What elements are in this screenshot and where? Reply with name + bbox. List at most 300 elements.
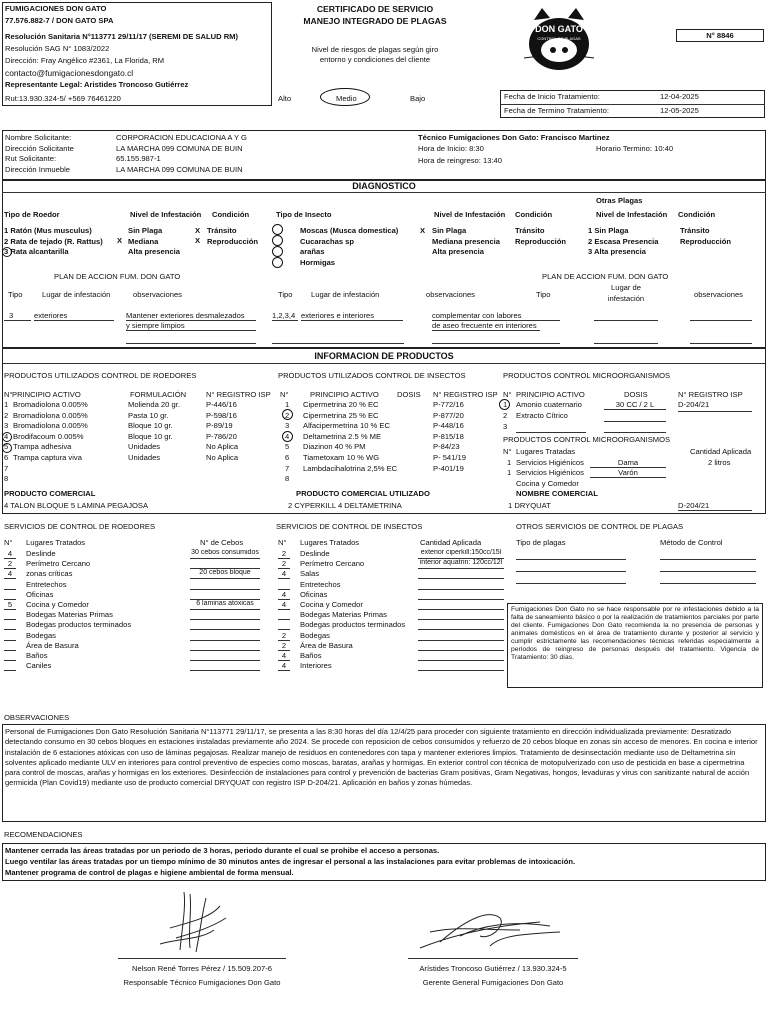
left-signer-role: Responsable Técnico Fumigaciones Don Gato	[123, 978, 281, 987]
service-place: Deslinde	[26, 549, 56, 558]
level-option: Alta presencia	[128, 247, 180, 257]
service-row	[4, 651, 264, 661]
service-place: Área de Basura	[26, 640, 79, 650]
service-row	[4, 559, 264, 569]
plan-tipo-head-2: Tipo	[278, 290, 293, 299]
rodent-services-place: Lugares Tratados	[26, 538, 86, 547]
service-quantity	[418, 661, 504, 671]
rodent-commercial: 4 TALON BLOQUE 5 LAMINA PEGAJOSA	[4, 501, 149, 510]
service-row	[278, 610, 508, 620]
service-quantity	[190, 620, 260, 630]
insect-commercial: 2 CYPERKILL 4 DELTAMETRINA	[288, 501, 402, 510]
service-count: 2	[278, 631, 290, 641]
row-num: 6	[285, 452, 290, 462]
insect-col-reg: N° REGISTRO ISP	[433, 390, 498, 399]
risk-level-text: Nivel de riesgos de plagas según giro	[311, 45, 439, 54]
active-ingredient: Cipermetrina 20 % EC	[303, 400, 379, 409]
formulation: Molienda 20 gr.	[128, 400, 180, 409]
isp-registry: P-786/20	[206, 431, 237, 441]
active-ingredient: Alfacipermetrina 10 % EC	[303, 421, 390, 431]
service-quantity	[418, 641, 504, 651]
micro-places-n: N°	[503, 447, 512, 456]
service-row	[278, 549, 508, 559]
micro-commercial-head: NOMBRE COMERCIAL	[516, 489, 598, 498]
active-ingredient: Bromadiolona 0.005%	[13, 410, 88, 420]
service-quantity	[190, 610, 260, 620]
level-option: Sin Plaga	[128, 226, 163, 235]
service-place: Cocina y Comedor	[300, 600, 363, 609]
dates-divider	[500, 104, 765, 105]
rodent-item: 2 Rata de tejado (R. Rattus)	[4, 236, 103, 246]
left-signature-line	[118, 958, 286, 959]
micro-reg: D-204/21	[678, 400, 710, 409]
insect-item: Moscas (Musca domestica)	[300, 226, 399, 235]
service-row	[4, 631, 264, 641]
service-row	[4, 661, 264, 671]
isp-registry: P-401/19	[433, 463, 464, 473]
other-blank	[660, 571, 756, 572]
row-num: 3	[4, 421, 9, 431]
isp-registry: No Aplica	[206, 442, 239, 452]
risk-mid-circle	[320, 88, 370, 106]
risk-low-label: Bajo	[410, 94, 426, 103]
plan-lugar-head-2: Lugar de infestación	[311, 290, 380, 299]
formulation: Bloque 10 gr.	[128, 431, 173, 441]
active-ingredient: Deltametrina 2.5 % ME	[303, 431, 382, 441]
formulation: Unidades	[128, 442, 161, 452]
insect-commercial-head: PRODUCTO COMERCIAL UTILIZADO	[296, 489, 430, 498]
cond-option: Reproducción	[680, 236, 732, 246]
insect-product-reg	[433, 400, 466, 474]
active-ingredient: Lambdacihalotrina 2,5% EC	[303, 463, 398, 473]
service-quantity: 6 laminas atoxicas	[190, 600, 260, 610]
micro-col-n: N°	[503, 390, 512, 399]
micro-places-title: PRODUCTOS CONTROL MICROORGANISMOS	[503, 435, 671, 444]
service-row	[278, 559, 508, 569]
level-option: Mediana	[128, 236, 159, 246]
other-levels	[588, 226, 659, 258]
plan-blank	[594, 343, 658, 344]
row-num: 2	[285, 410, 290, 420]
client-name: CORPORACION EDUCACIONA A Y G	[116, 133, 247, 142]
micro-blank	[516, 432, 586, 433]
service-count: 4	[278, 661, 290, 671]
row-num: 5	[4, 442, 9, 452]
micro-products-title: PRODUCTOS CONTROL MICROORGANISMOS	[503, 371, 671, 380]
other-services-title: OTROS SERVICIOS DE CONTROL DE PLAGAS	[516, 522, 684, 531]
service-place: Bodegas Materias Primas	[26, 610, 113, 620]
formulation: Bloque 10 gr.	[128, 421, 173, 431]
left-signer-name: Nelson René Torres Pérez / 15.509.207-6	[131, 964, 272, 973]
plan-obs-head: observaciones	[133, 290, 182, 299]
products-title-line	[2, 363, 766, 364]
service-count: 4	[4, 549, 16, 559]
other-blank	[660, 559, 756, 560]
other-cond-head: Condición	[678, 210, 716, 219]
recommendation-line: Mantener cerrada las áreas tratadas por un periodo de 3 horas, periodo durante el cual se prohibe el acceso a personas.	[5, 846, 440, 855]
row-num: 1	[4, 400, 9, 409]
service-quantity	[190, 590, 260, 600]
insect-services-qty: Cantidad Aplicada	[420, 538, 482, 547]
other-blank	[516, 571, 626, 572]
service-row	[4, 590, 264, 600]
client-label: Dirección Inmueble	[5, 164, 70, 174]
insect-level-head: Nivel de Infestación	[434, 210, 506, 219]
level-option: Sin Plaga	[432, 226, 467, 235]
service-place: Bodegas	[26, 630, 56, 640]
plan-lugar-head: Lugar de infestación	[42, 290, 111, 299]
service-count: 5	[4, 600, 16, 610]
service-quantity	[190, 559, 260, 569]
service-count	[4, 580, 16, 590]
technician: Técnico Fumigaciones Don Gato: Francisco Martinez	[418, 133, 610, 142]
service-quantity: 30 cebos consumidos	[190, 549, 260, 559]
logo-text: DON GATO	[535, 24, 583, 34]
cond-option: Reproducción	[207, 236, 259, 246]
service-quantity: exterior ciperkill:150cc/15l	[418, 549, 504, 559]
recommendation-line: Mantener programa de control de plagas e higiene ambiental de forma mensual.	[5, 868, 294, 877]
isp-registry: P-815/18	[433, 431, 464, 441]
row-num: 7	[4, 463, 9, 473]
insect-item: Cucarachas sp	[300, 236, 355, 246]
right-signer-name: Arístides Troncoso Gutiérrez / 13.930.324-5	[419, 964, 567, 973]
service-quantity	[418, 610, 504, 620]
plan-blank	[272, 343, 404, 344]
plan-insect-obs-1: complementar con labores	[432, 311, 540, 321]
don-gato-logo	[520, 6, 598, 76]
micro-commercial: 1 DRYQUAT	[508, 501, 551, 510]
plan-insect-place: exteriores e interiores	[301, 311, 403, 321]
insect-level-mark: X	[420, 226, 426, 235]
micro-col-pa: PRINCIPIO ACTIVO	[516, 390, 585, 399]
micro-place: Servicios Higiénicos	[516, 468, 584, 477]
service-count	[4, 620, 16, 630]
service-quantity	[418, 631, 504, 641]
service-count	[4, 631, 16, 641]
isp-registry: P- 541/19	[433, 452, 466, 462]
client-values	[116, 133, 247, 175]
other-blank	[516, 559, 626, 560]
row-num: 3	[285, 421, 290, 431]
service-quantity: 20 cebos bloque	[190, 569, 260, 579]
micro-blank	[604, 432, 666, 433]
insect-products-title: PRODUCTOS UTILIZADOS CONTROL DE INSECTOS	[278, 371, 466, 380]
service-row	[278, 600, 508, 610]
insect-levels	[432, 226, 500, 258]
rodent-item: 3 Rata alcantarilla	[4, 247, 69, 257]
insect-3-circle	[272, 246, 283, 257]
service-count	[278, 620, 290, 630]
service-place: Bodegas productos terminados	[26, 620, 132, 630]
other-services-method: Método de Control	[660, 538, 723, 547]
micro-col-dose: DOSIS	[624, 390, 648, 399]
level-option: Alta presencia	[432, 247, 484, 257]
service-count: 4	[278, 569, 290, 579]
service-row	[4, 569, 264, 579]
micro-place-qty: 2 litros	[708, 458, 731, 467]
service-place: Baños	[300, 651, 322, 660]
rodent-list	[4, 226, 103, 258]
risk-mid-label: Medio	[336, 94, 357, 103]
service-place: Perímetro Cercano	[26, 559, 91, 569]
service-count: 4	[278, 600, 290, 610]
rodent-3-circle	[2, 247, 12, 257]
cond-option: Reproducción	[515, 236, 567, 246]
start-date-value: 12-04-2025	[660, 92, 699, 101]
insect-1-circle	[272, 224, 283, 235]
service-quantity	[190, 641, 260, 651]
level-option: 3 Alta presencia	[588, 247, 646, 257]
rodent-levels	[128, 226, 180, 258]
service-count: 4	[278, 651, 290, 661]
plan-lugar-head-3: Lugar de	[611, 283, 641, 292]
insect-2-circle	[272, 235, 283, 246]
insect-product-4-circle	[282, 431, 293, 442]
company-sag: Resolución SAG N° 1083/2022	[5, 44, 110, 53]
insect-product-pa	[303, 400, 397, 474]
rodent-col-pa: PRINCIPIO ACTIVO	[12, 390, 81, 399]
insect-services-place: Lugares Tratados	[300, 538, 360, 547]
insect-product-2-circle	[282, 409, 293, 420]
end-time: Horario Termino: 10:40	[596, 144, 674, 153]
service-place: zonas críticas	[26, 569, 73, 579]
row-num: 2	[4, 410, 9, 420]
plan-rodent-obs-2: y siempre limpios	[126, 321, 256, 331]
plan-blank	[594, 320, 658, 321]
other-conds	[680, 226, 731, 247]
micro-places-qty-head: Cantidad Aplicada	[690, 447, 752, 456]
service-row	[278, 641, 508, 651]
plan-insect-type: 1,2,3,4	[272, 311, 298, 321]
service-count	[278, 580, 290, 590]
client-rut: 65.155.987-1	[116, 154, 161, 164]
logo-subtext: CONTROL DE PLAGAS	[537, 36, 581, 41]
plan-blank	[126, 343, 256, 344]
formulation: Unidades	[128, 452, 161, 462]
service-place: Bodegas productos terminados	[300, 620, 406, 630]
service-row	[278, 590, 508, 600]
insect-list	[300, 226, 398, 268]
certificate-title: CERTIFICADO DE SERVICIO	[316, 4, 434, 14]
micro-places-head: Lugares Tratadas	[516, 447, 576, 456]
company-email[interactable]: contacto@fumigacionesdongato.cl	[5, 68, 134, 78]
isp-registry: P-772/16	[433, 400, 464, 409]
rodent-product-reg	[206, 400, 238, 464]
insect-item: Hormigas	[300, 257, 336, 267]
micro-row-num: 1	[503, 400, 508, 409]
plan-blank	[530, 320, 560, 321]
micro-place-gender: Dama	[590, 458, 666, 468]
insect-cond-head: Condición	[515, 210, 553, 219]
service-count: 2	[278, 559, 290, 569]
right-signature	[400, 896, 570, 956]
rodent-col-form: FORMULACIÓN	[130, 390, 187, 399]
client-label: Dirección Solicitante	[5, 143, 74, 153]
micro-col-reg: N° REGISTRO ISP	[678, 390, 743, 399]
plan-rodent-place: exteriores	[34, 311, 114, 321]
service-quantity	[418, 590, 504, 600]
service-count	[4, 651, 16, 661]
service-place: Área de Basura	[300, 640, 353, 650]
service-count: 2	[4, 559, 16, 569]
products-title: INFORMACION DE PRODUCTOS	[314, 351, 454, 361]
plan-blank	[432, 343, 540, 344]
service-count	[278, 610, 290, 620]
level-option: 2 Escasa Presencia	[588, 236, 659, 246]
rodent-product-pa	[13, 400, 88, 464]
isp-registry: P-84/23	[433, 442, 460, 452]
company-resolution: Resolución Sanitaria N°113771 29/11/17 (SEREMI DE SALUD RM)	[5, 32, 239, 41]
insect-type-head: Tipo de Insecto	[276, 210, 332, 219]
risk-high-label: Alto	[278, 94, 292, 103]
insect-col-dose: DOSIS	[397, 390, 421, 399]
service-count	[4, 610, 16, 620]
micro-dose: 30 CC / 2 L	[604, 400, 666, 410]
service-row	[4, 580, 264, 590]
company-legal-rep: Representante Legal: Aristides Troncoso Gutiérrez	[5, 80, 189, 89]
service-place: Cocina y Comedor	[26, 600, 89, 609]
micro-row-num: 3	[503, 422, 508, 431]
plan-blank	[690, 343, 752, 344]
service-row	[278, 651, 508, 661]
service-quantity	[418, 620, 504, 630]
service-place: Oficinas	[26, 589, 54, 599]
disclaimer-text: Fumigaciones Don Gato no se hace responsable por re infestaciones debido a la falta de saneamiento básico o por la realización de tratamientos parciales por parte del cliente. Fumigaciones Don Gato recomienda la no presencia de personas y animales domésticos en el área de tratamiento durante y posterior al servicio y cumplir estrictamente las recomendaciones técnicas referidas especialmente a períodos de reingreso de personas después del tratamiento. Vigencia de Tratamiento: 30 días.	[511, 606, 759, 662]
service-place: Entretechos	[300, 579, 341, 589]
client-label: Rut Solicitante:	[5, 154, 57, 164]
plan-title-right: PLAN DE ACCION FUM. DON GATO	[542, 272, 669, 281]
observations-text: Personal de Fumigaciones Don Gato Resolución Sanitaria N°113771 29/11/17, se presenta a las 8:30 horas del día 12/4/25 para proceder con siguiente tratamiento en dirección individualizada previamente: Desratizado detectando consumo en 30 cebos bloques en estaciones instaladas previamente año 2024. Se procede con reposicion de cebos consumidos y refuerzo de 20 cebos bloque en zonas sin acceso de menores. En cocina e interior instalación de 6 estaciones atóxicas con uso de láminas pegajosas. Realizar manejo de residuos en contenedores con tapa y mantener exteriores limpios. Tratamiento de desinsectación mediante uso de Deltametrina sin solventes aplicado mediante ULV en interiores para control preventivo de especies como moscas, baratas, arañas y hormigas. En exterior control con técnica de motopulverizado con uso de pesticida en base a cipermetrina para control de moscas, arañas y hormigas en los exteriores. Desinfección de instalaciones para control y prevención de bacterias Gram positivas, Gram Negativas, hongos, levaduras y virus con sanitizante natural de acción germicida (Plan Covid19) mediante uso de producto comercial DRYQUAT con registro ISP D-204/21. Aplicación en baños y zonas húmedas.	[5, 727, 758, 788]
rodent-col-n: N°	[4, 390, 13, 399]
isp-registry: P-448/16	[433, 421, 464, 431]
client-labels	[5, 133, 74, 175]
level-option: Mediana presencia	[432, 236, 500, 246]
service-row	[278, 620, 508, 630]
rodent-conds	[207, 226, 258, 247]
plan-obs-head-2: observaciones	[426, 290, 475, 299]
service-row	[4, 620, 264, 630]
isp-registry: P-877/20	[433, 410, 464, 420]
rodent-cond-mark-1: X	[195, 226, 201, 235]
rodent-commercial-head: PRODUCTO COMERCIAL	[4, 489, 96, 498]
other-pests-head: Otras Plagas	[596, 196, 643, 205]
plan-tipo-head-3: Tipo	[536, 290, 551, 299]
service-quantity	[190, 631, 260, 641]
service-place: Salas	[300, 569, 319, 579]
rodent-item: 1 Ratón (Mus musculus)	[4, 226, 92, 235]
rodent-cond-mark-2: X	[195, 236, 201, 245]
level-option: 1 Sin Plaga	[588, 226, 629, 235]
active-ingredient: Bromadiolona 0.005%	[13, 400, 88, 409]
insect-services-n: N°	[278, 538, 287, 547]
micro-blank	[678, 411, 752, 412]
service-place: Perímetro Cercano	[300, 559, 365, 569]
service-row	[4, 549, 264, 559]
row-num: 4	[285, 431, 290, 441]
active-ingredient: Cipermetrina 25 % EC	[303, 410, 379, 420]
micro-place: Servicios Higiénicos	[516, 458, 584, 467]
rodent-cond-head: Condición	[212, 210, 250, 219]
insect-services-title: SERVICIOS DE CONTROL DE INSECTOS	[276, 522, 423, 531]
active-ingredient: Bromadiolona 0.005%	[13, 421, 88, 431]
micro-blank	[604, 421, 666, 422]
service-place: Entretechos	[26, 579, 67, 589]
reentry-time: Hora de reingreso: 13:40	[418, 156, 503, 165]
end-date-label: Fecha de Termino Tratamiento:	[504, 106, 609, 115]
plan-rodent-obs-1: Mantener exteriores desmalezados	[126, 311, 256, 321]
company-rut-phone: Rut:13.930.324-5/ +569 76461220	[5, 94, 121, 103]
start-time: Hora de Inicio: 8:30	[418, 144, 484, 153]
recommendation-line: Luego ventilar las áreas tratadas por un tiempo mínimo de 30 minutos antes de ingresar el personal a las instalaciones para evitar problemas de intoxicación.	[5, 857, 576, 866]
service-count	[4, 590, 16, 600]
plan-blank	[530, 343, 560, 344]
service-row	[4, 641, 264, 651]
micro-place-gender: Varón	[590, 468, 666, 478]
micro-active: Extracto Cítrico	[516, 411, 568, 420]
right-signature-line	[408, 958, 578, 959]
end-date-value: 12-05-2025	[660, 106, 699, 115]
service-row	[4, 610, 264, 620]
plan-rodent-type: 3	[4, 311, 31, 321]
service-count	[4, 641, 16, 651]
client-address: LA MARCHA 099 COMUNA DE BUIN	[116, 143, 243, 153]
isp-registry: P-598/16	[206, 410, 237, 420]
plan-blank	[690, 320, 752, 321]
micro-place-num: 1	[507, 458, 512, 467]
insect-4-circle	[272, 257, 283, 268]
micro-place-num: 1	[507, 468, 512, 477]
certificate-number: N° 8846	[706, 31, 734, 40]
plan-lugar-head-3b: infestación	[607, 294, 645, 303]
rodent-level-head: Nivel de Infestación	[130, 210, 202, 219]
client-label: Nombre Solicitante:	[5, 133, 72, 142]
rodent-product-5-circle	[2, 443, 12, 453]
micro-row-num: 2	[503, 411, 508, 420]
plan-insect-obs-2: de aseo frecuente en interiores	[432, 321, 540, 331]
other-services-pests: Tipo de plagas	[516, 538, 566, 547]
service-place: Baños	[26, 651, 48, 660]
service-count	[4, 661, 16, 671]
service-quantity	[418, 580, 504, 590]
service-place: Bodegas Materias Primas	[300, 610, 387, 620]
insect-conds	[515, 226, 566, 247]
service-place: Caniles	[26, 661, 52, 671]
isp-registry: P-446/16	[206, 400, 237, 409]
service-quantity	[190, 651, 260, 661]
cond-option: Tránsito	[680, 226, 710, 235]
isp-registry: P-89/19	[206, 421, 233, 431]
rodent-services-n: N°	[4, 538, 13, 547]
active-ingredient: Brodifacoum 0.005%	[13, 431, 84, 441]
rodent-product-4-circle	[2, 432, 12, 442]
isp-registry: No Aplica	[206, 452, 239, 462]
service-row	[278, 661, 508, 671]
row-num: 8	[285, 474, 290, 484]
service-place: Bodegas	[300, 630, 330, 640]
plan-tipo-head: Tipo	[8, 290, 23, 299]
service-quantity	[418, 651, 504, 661]
certificate-subtitle: MANEJO INTEGRADO DE PLAGAS	[303, 16, 447, 26]
service-count: 2	[278, 641, 290, 651]
plan-title-left: PLAN DE ACCION FUM. DON GATO	[54, 272, 181, 281]
start-date-label: Fecha de Inicio Tratamiento:	[504, 92, 600, 101]
rodent-services-bait: N° de Cebos	[200, 538, 244, 547]
company-address: Dirección: Fray Angélico #2361, La Florida, RM	[5, 56, 165, 65]
active-ingredient: Tiametoxam 10 % WG	[303, 452, 380, 462]
rodent-level-mark: X	[117, 236, 123, 245]
rodent-type-head: Tipo de Roedor	[4, 210, 60, 219]
insect-col-n: N°	[280, 390, 289, 399]
